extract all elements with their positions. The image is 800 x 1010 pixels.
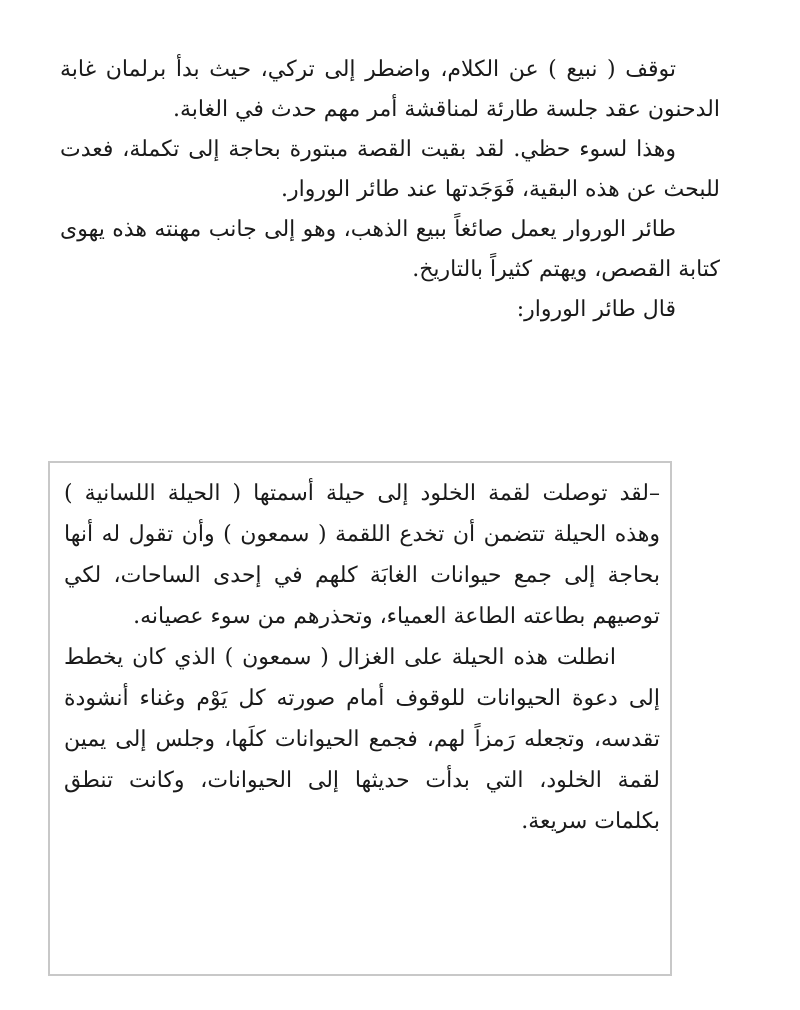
quote-paragraph-gazelle-deceived: انطلت هذه الحيلة على الغزال ( سمعون ) الذي كان يخطط إلى دعوة الحيوانات للوقوف أمام صورته كل يَوْم وغناء أنشودة تقدسه، وتجعله رَمزاً لهم، فجمع الحيوانات كلَها، وجلس إلى يمين لقمة الخلود، التي بدأت حديثها إلى الحيوانات، وكانت تنطق بكلمات سريعة. bbox=[64, 645, 660, 834]
paragraph-bee-eater-goldsmith: طائر الوروار يعمل صائغاً ببيع الذهب، وهو إلى جانب مهنته هذه يهوى كتابة القصص، ويهتم كثيراً بالتاريخ. bbox=[60, 217, 720, 282]
narrative-text bbox=[60, 50, 720, 330]
paragraph-bad-luck: وهذا لسوء حظي. لقد بقيت القصة مبتورة بحاجة إلى تكملة، فعدت للبحث عن هذه البقية، فَوَجَدتها عند طائر الوروار. bbox=[60, 137, 720, 202]
quote-paragraph-linguistic-trick: –لقد توصلت لقمة الخلود إلى حيلة أسمتها ( الحيلة اللسانية ) وهذه الحيلة تتضمن أن تخدع اللقمة ( سمعون ) وأن تقول له أنها بحاجة إلى جمع حيوانات الغابَة كلهم في إحدى الساحات، لكي توصيهم بطاعته الطاعة العمياء، وتحذرهم من سوء عصيانه. bbox=[64, 481, 660, 629]
paragraph-bee-eater-said: قال طائر الوروار: bbox=[516, 297, 676, 322]
paragraph-nabie-stops-talking: توقف ( نبيع ) عن الكلام، واضطر إلى تركي، حيث بدأ برلمان غابة الدحنون عقد جلسة طارئة لمناقشة أمر مهم حدث في الغابة. bbox=[60, 57, 720, 122]
quoted-story-box bbox=[48, 461, 672, 976]
